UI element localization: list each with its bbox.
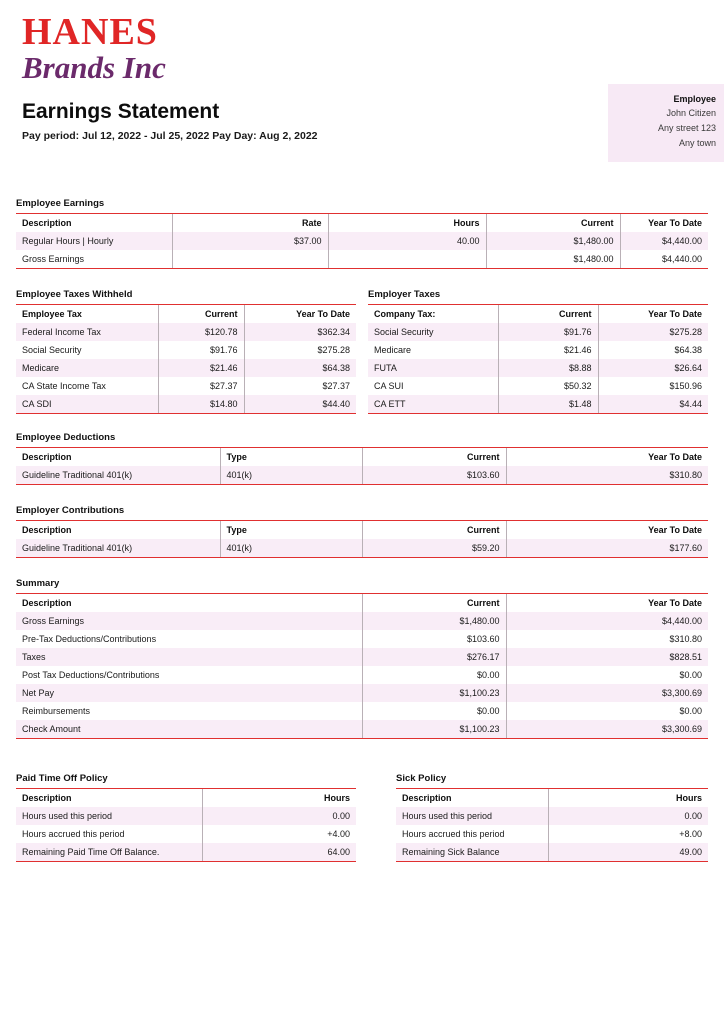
table-row — [16, 825, 356, 843]
employee-box-heading: Employee — [673, 94, 716, 104]
table-row — [368, 341, 708, 359]
table-row — [16, 807, 356, 825]
title-block — [22, 100, 318, 142]
table-row — [16, 323, 356, 341]
cell-description: Taxes — [16, 648, 362, 666]
table-row — [396, 807, 708, 825]
col-header-ytd: Year To Date — [244, 305, 356, 324]
table-row — [16, 702, 708, 720]
cell-ytd: $310.80 — [506, 466, 708, 485]
cell-ytd: $4.44 — [598, 395, 708, 414]
cell-ytd: $275.28 — [244, 341, 356, 359]
cell-description: Pre-Tax Deductions/Contributions — [16, 630, 362, 648]
table-row — [16, 539, 708, 558]
cell-current: $120.78 — [158, 323, 244, 341]
cell-tax-name: Medicare — [368, 341, 498, 359]
table-header-row — [16, 521, 708, 540]
cell-tax-name: CA State Income Tax — [16, 377, 158, 395]
col-header-current: Current — [362, 594, 506, 613]
cell-description: Hours used this period — [16, 807, 202, 825]
section-employee-taxes-withheld — [16, 289, 356, 414]
cell-current: $1,480.00 — [362, 612, 506, 630]
table-row — [16, 648, 708, 666]
col-header-hours: Hours — [328, 214, 486, 233]
col-header-ytd: Year To Date — [506, 594, 708, 613]
col-header-company-tax: Company Tax: — [368, 305, 498, 324]
section-employee-deductions — [16, 432, 708, 485]
cell-description: Guideline Traditional 401(k) — [16, 539, 220, 558]
cell-current: $1,100.23 — [362, 684, 506, 702]
cell-ytd: $0.00 — [506, 702, 708, 720]
cell-current: $1,100.23 — [362, 720, 506, 739]
cell-current: $14.80 — [158, 395, 244, 414]
cell-ytd: $4,440.00 — [620, 232, 708, 250]
cell-current: $1,480.00 — [486, 250, 620, 269]
section-title-summary: Summary — [16, 578, 60, 589]
section-title-employer-contributions: Employer Contributions — [16, 505, 125, 516]
section-title-sick-policy: Sick Policy — [396, 773, 447, 784]
col-header-type: Type — [220, 521, 362, 540]
col-header-current: Current — [498, 305, 598, 324]
section-employer-contributions — [16, 505, 708, 558]
company-logo — [22, 11, 166, 85]
cell-hours: +4.00 — [202, 825, 356, 843]
cell-ytd: $4,440.00 — [506, 612, 708, 630]
cell-description: Post Tax Deductions/Contributions — [16, 666, 362, 684]
cell-description: Gross Earnings — [16, 612, 362, 630]
table-header-row — [16, 214, 708, 233]
col-header-type: Type — [220, 448, 362, 467]
table-header-row — [16, 789, 356, 808]
cell-type: 401(k) — [220, 466, 362, 485]
table-row — [368, 323, 708, 341]
cell-current: $103.60 — [362, 466, 506, 485]
cell-current: $91.76 — [158, 341, 244, 359]
section-employer-taxes — [368, 289, 708, 414]
cell-tax-name: CA SDI — [16, 395, 158, 414]
col-header-ytd: Year To Date — [506, 521, 708, 540]
table-row — [16, 250, 708, 269]
summary-table — [16, 593, 708, 739]
cell-description: Reimbursements — [16, 702, 362, 720]
col-header-current: Current — [486, 214, 620, 233]
col-header-description: Description — [16, 521, 220, 540]
cell-description: Guideline Traditional 401(k) — [16, 466, 220, 485]
table-row — [16, 684, 708, 702]
table-row — [16, 341, 356, 359]
section-title-pto: Paid Time Off Policy — [16, 773, 108, 784]
logo-text-hanes: HANES — [22, 11, 158, 53]
cell-current: $0.00 — [362, 702, 506, 720]
cell-ytd: $150.96 — [598, 377, 708, 395]
cell-hours: 0.00 — [202, 807, 356, 825]
employer-taxes-table — [368, 304, 708, 414]
col-header-employee-tax: Employee Tax — [16, 305, 158, 324]
table-header-row — [368, 305, 708, 324]
cell-description: Remaining Sick Balance — [396, 843, 548, 862]
cell-ytd: $275.28 — [598, 323, 708, 341]
table-row — [16, 843, 356, 862]
table-row — [16, 720, 708, 739]
cell-description: Gross Earnings — [16, 250, 172, 269]
cell-ytd: $362.34 — [244, 323, 356, 341]
cell-hours: +8.00 — [548, 825, 708, 843]
table-row — [368, 359, 708, 377]
table-header-row — [16, 594, 708, 613]
section-title-employee-earnings: Employee Earnings — [16, 198, 105, 209]
cell-current: $21.46 — [158, 359, 244, 377]
cell-rate: $37.00 — [172, 232, 328, 250]
cell-description: Check Amount — [16, 720, 362, 739]
cell-hours: 40.00 — [328, 232, 486, 250]
cell-description: Hours used this period — [396, 807, 548, 825]
employee-town: Any town — [678, 138, 716, 148]
cell-ytd: $310.80 — [506, 630, 708, 648]
col-header-description: Description — [396, 789, 548, 808]
section-employee-earnings — [16, 198, 708, 269]
cell-current: $27.37 — [158, 377, 244, 395]
cell-ytd: $44.40 — [244, 395, 356, 414]
cell-description: Regular Hours | Hourly — [16, 232, 172, 250]
cell-current: $1.48 — [498, 395, 598, 414]
page-title: Earnings Statement — [22, 100, 220, 123]
cell-hours: 0.00 — [548, 807, 708, 825]
cell-ytd: $3,300.69 — [506, 684, 708, 702]
employer-contributions-table — [16, 520, 708, 558]
cell-current: $8.88 — [498, 359, 598, 377]
cell-ytd: $64.38 — [244, 359, 356, 377]
col-header-description: Description — [16, 214, 172, 233]
table-row — [396, 843, 708, 862]
section-title-employee-taxes: Employee Taxes Withheld — [16, 289, 133, 300]
table-row — [16, 466, 708, 485]
table-row — [396, 825, 708, 843]
cell-hours — [328, 250, 486, 269]
cell-tax-name: Federal Income Tax — [16, 323, 158, 341]
col-header-current: Current — [362, 448, 506, 467]
cell-current: $59.20 — [362, 539, 506, 558]
cell-tax-name: CA ETT — [368, 395, 498, 414]
cell-description: Hours accrued this period — [396, 825, 548, 843]
col-header-ytd: Year To Date — [620, 214, 708, 233]
cell-hours: 49.00 — [548, 843, 708, 862]
pay-period-subtitle: Pay period: Jul 12, 2022 - Jul 25, 2022 Pay Day: Aug 2, 2022 — [22, 130, 318, 142]
table-row — [16, 232, 708, 250]
table-row — [16, 377, 356, 395]
col-header-ytd: Year To Date — [506, 448, 708, 467]
table-row — [16, 666, 708, 684]
table-row — [16, 630, 708, 648]
cell-ytd: $0.00 — [506, 666, 708, 684]
cell-rate — [172, 250, 328, 269]
cell-current: $91.76 — [498, 323, 598, 341]
employee-taxes-table — [16, 304, 356, 414]
col-header-hours: Hours — [202, 789, 356, 808]
col-header-rate: Rate — [172, 214, 328, 233]
cell-description: Remaining Paid Time Off Balance. — [16, 843, 202, 862]
table-row — [16, 359, 356, 377]
cell-tax-name: Social Security — [16, 341, 158, 359]
employee-street: Any street 123 — [657, 123, 716, 133]
employee-deductions-table — [16, 447, 708, 485]
table-row — [16, 395, 356, 414]
col-header-current: Current — [362, 521, 506, 540]
section-paid-time-off-policy — [16, 773, 356, 862]
table-header-row — [16, 305, 356, 324]
section-title-employee-deductions: Employee Deductions — [16, 432, 116, 443]
cell-current: $103.60 — [362, 630, 506, 648]
cell-current: $50.32 — [498, 377, 598, 395]
cell-ytd: $828.51 — [506, 648, 708, 666]
cell-ytd: $64.38 — [598, 341, 708, 359]
cell-ytd: $4,440.00 — [620, 250, 708, 269]
employee-earnings-table — [16, 213, 708, 269]
cell-hours: 64.00 — [202, 843, 356, 862]
col-header-description: Description — [16, 594, 362, 613]
cell-current: $0.00 — [362, 666, 506, 684]
employee-info-box — [608, 84, 724, 162]
cell-current: $276.17 — [362, 648, 506, 666]
col-header-description: Description — [16, 789, 202, 808]
section-title-employer-taxes: Employer Taxes — [368, 289, 441, 300]
cell-tax-name: CA SUI — [368, 377, 498, 395]
pto-policy-table — [16, 788, 356, 862]
col-header-ytd: Year To Date — [598, 305, 708, 324]
cell-type: 401(k) — [220, 539, 362, 558]
cell-ytd: $26.64 — [598, 359, 708, 377]
cell-tax-name: Social Security — [368, 323, 498, 341]
cell-ytd: $27.37 — [244, 377, 356, 395]
table-row — [368, 395, 708, 414]
table-header-row — [16, 448, 708, 467]
logo-text-brands-inc: Brands Inc — [22, 50, 166, 85]
cell-tax-name: FUTA — [368, 359, 498, 377]
cell-description: Net Pay — [16, 684, 362, 702]
employee-name: John Citizen — [666, 108, 716, 118]
cell-tax-name: Medicare — [16, 359, 158, 377]
col-header-description: Description — [16, 448, 220, 467]
section-sick-policy — [396, 773, 708, 862]
cell-ytd: $3,300.69 — [506, 720, 708, 739]
table-row — [368, 377, 708, 395]
sick-policy-table — [396, 788, 708, 862]
col-header-hours: Hours — [548, 789, 708, 808]
col-header-current: Current — [158, 305, 244, 324]
table-row — [16, 612, 708, 630]
section-summary — [16, 578, 708, 739]
cell-ytd: $177.60 — [506, 539, 708, 558]
cell-description: Hours accrued this period — [16, 825, 202, 843]
cell-current: $1,480.00 — [486, 232, 620, 250]
table-header-row — [396, 789, 708, 808]
cell-current: $21.46 — [498, 341, 598, 359]
